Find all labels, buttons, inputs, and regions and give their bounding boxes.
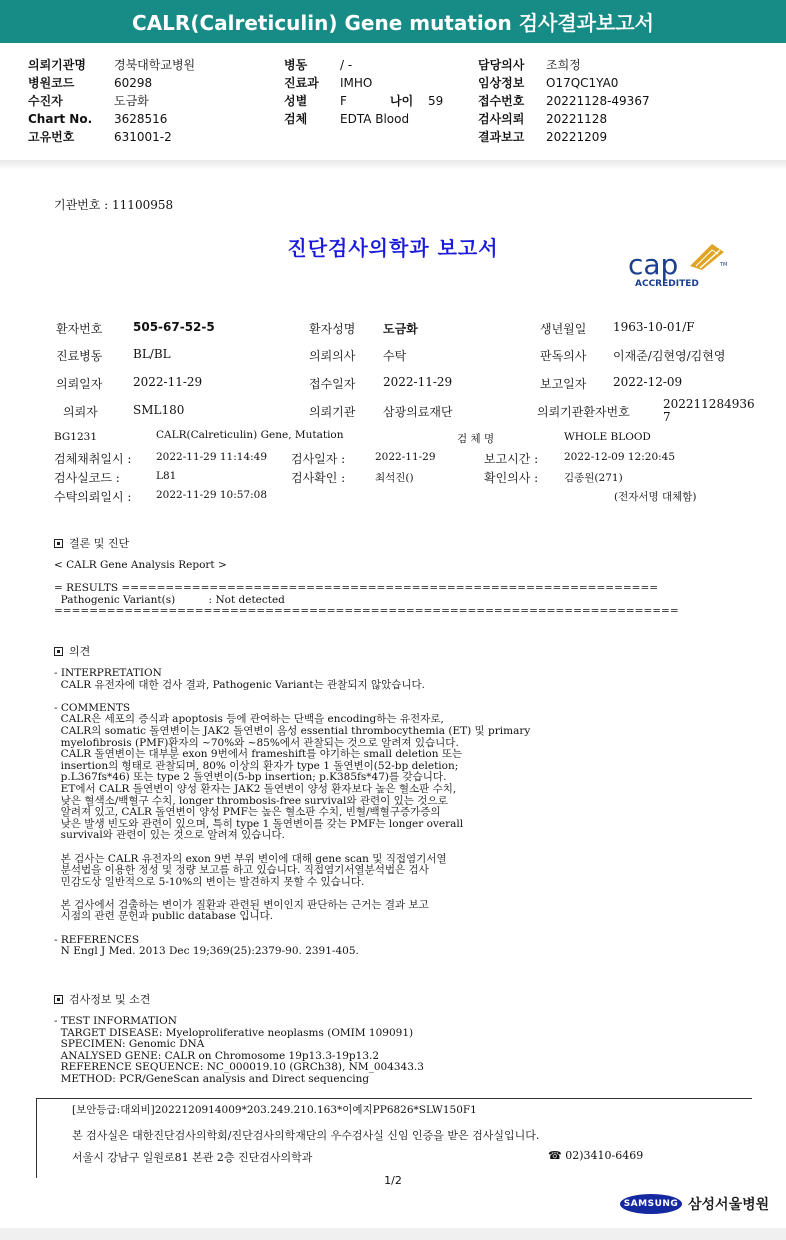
header-field-value: IMHO <box>340 76 373 90</box>
report-time-value: 2022-12-09 12:20:45 <box>564 451 676 463</box>
confirm-label: 검사확인 : <box>291 471 346 485</box>
patient-field-label: 판독의사 <box>540 349 587 363</box>
header-field-label: 결과보고 <box>478 130 525 144</box>
section-heading-opinion <box>54 643 90 659</box>
test-code: BG1231 <box>54 431 98 443</box>
header-field-value: EDTA Blood <box>340 112 410 126</box>
header-field-label: 담당의사 <box>478 58 525 72</box>
header-field-label: 수진자 <box>28 94 63 108</box>
patient-field-label: 환자성명 <box>309 322 356 336</box>
header-age-label: 나이 <box>390 94 414 108</box>
security-line: [보안등급:대외비]2022120914009*203.249.210.163*이예지PP6826*SLW150F1 <box>72 1104 477 1116</box>
patient-field-value: 2022-12-09 <box>613 375 683 389</box>
patient-field-value: 505-67-52-5 <box>133 320 215 334</box>
request-label: 수탁의뢰일시 : <box>54 490 132 504</box>
header-divider <box>0 160 786 170</box>
patient-field-label: 진료병동 <box>56 349 103 363</box>
patient-field-label: 의뢰의사 <box>309 349 356 363</box>
patient-field-value: 202211284936 <box>663 397 755 411</box>
section-heading-text: 의견 <box>69 645 91 658</box>
header-field-value: 도금화 <box>114 94 149 108</box>
section-heading-result <box>54 535 129 551</box>
header-field-label: 검사의뢰 <box>478 112 525 126</box>
header-field-label: 의뢰기관명 <box>28 58 86 72</box>
header-field-label: 진료과 <box>284 76 319 90</box>
patient-field-label: 접수일자 <box>309 377 356 391</box>
patient-field-label: 의뢰기관 <box>309 405 356 419</box>
test-date-value: 2022-11-29 <box>375 451 436 463</box>
patient-field-label: 의뢰기관환자번호 <box>537 405 630 419</box>
doctor-value: 김종원(271) <box>564 472 623 484</box>
patient-field-value: 1963-10-01/F <box>613 320 695 334</box>
header-col3 <box>478 56 650 146</box>
header-field-value: 20221128 <box>546 112 608 126</box>
patient-field-value: 도금화 <box>383 322 418 336</box>
page-bottom-margin <box>0 1228 786 1240</box>
institution-number: 기관번호 : 11100958 <box>54 198 174 212</box>
patient-field-value: 삼광의료재단 <box>383 405 453 419</box>
header-field-label: Chart No. <box>28 112 93 126</box>
header-field-label: 검체 <box>284 112 308 126</box>
cap-logo-subtitle: ACCREDITED <box>635 279 699 289</box>
header-field-value: / - <box>340 58 353 72</box>
report-header-title-text: CALR(Calreticulin) Gene mutation 검사결과보고서 <box>132 11 654 35</box>
phone-number: ☎ 02)3410-6469 <box>548 1149 644 1162</box>
header-field-value: 조희정 <box>546 58 581 72</box>
collect-label: 검체채취일시 : <box>54 452 132 466</box>
patient-field-value: 2022-11-29 <box>383 375 453 389</box>
specimen-value: WHOLE BLOOD <box>564 431 651 443</box>
request-value: 2022-11-29 10:57:08 <box>156 489 268 501</box>
room-label: 검사실코드 : <box>54 471 120 485</box>
patient-field-label: 생년월일 <box>540 322 587 336</box>
cap-logo-text: cap <box>628 248 679 281</box>
patient-field-value: 이재준/김현영/김현영 <box>613 349 726 363</box>
section-heading-text: 검사정보 및 소견 <box>69 993 151 1006</box>
square-bullet-icon <box>54 539 63 548</box>
header-field-label: 병동 <box>284 58 308 72</box>
section-heading-testinfo <box>54 991 150 1007</box>
patient-field-label: 의뢰자 <box>63 405 98 419</box>
report-header-title <box>0 0 786 46</box>
testinfo-text: - TEST INFORMATION TARGET DISEASE: Myeloproliferative neoplasms (OMIM 109091) SPECIMEN: Genomic DNA ANALYSED GENE: CALR on Chromosome 19p13.3-19p13.2 REFERENCE SEQUENCE: NC_000019.10 (GRCh38), NM_004343.3 METHOD: PCR/GeneScan analysis and Direct sequencing <box>54 1015 424 1085</box>
specimen-label: 검 체 명 <box>457 433 495 445</box>
header-field-label: 임상정보 <box>478 76 525 90</box>
doctor-label: 확인의사 : <box>484 471 539 485</box>
square-bullet-icon <box>54 647 63 656</box>
cap-accredited-logo <box>628 240 738 290</box>
page-number: 1/2 <box>384 1174 402 1187</box>
header-field-value: F <box>340 94 347 108</box>
patient-field-label: 보고일자 <box>540 377 587 391</box>
opinion-text: - INTERPRETATION CALR 유전자에 대한 검사 결과, Pathogenic Variant는 관찰되지 않았습니다. - COMMENTS CALR은 세포의 증식과 apoptosis 등에 관여하는 단백을 encoding하는 유전자로, CALR의 somatic 돌연변이는 JAK2 돌연변이 음성 essential thrombocythemia (ET) 및 primary myelofibrosis (PMF)환자의 ~70%와 ~85%에서 관찰되는 것으로 알려져 있습니다. CALR 돌연변이는 대부분 exon 9번에서 frameshift를 야기하는 small deletion 또는 insertion의 형태로 관찰되며, 80% 이상의 환자가 type 1 돌연변이(52-bp deletion; p.L367fs*46) 또는 type 2 돌연변이(5-bp insertion; p.K385fs*47)를 갖습니다. ET에서 CALR 돌연변이 양성 환자는 JAK2 돌연변이 양성 환자보다 높은 혈소판 수치, 낮은 혈색소/백혈구 수치, longer thrombosis-free survival와 관련이 있는 것으로 알려져 있고, CALR 돌연변이 양성 PMF는 높은 혈소판 수치, 빈혈/백혈구증가증의 낮은 발생 빈도와 관련이 있으며, 특히 type 1 돌연변이를 갖는 PMF는 longer overall survival와 관련이 있는 것으로 알려져 있습니다. 본 검사는 CALR 유전자의 exon 9번 부위 변이에 대해 gene scan 및 직접염기서열 분석법을 이용한 정성 및 정량 보고를 하고 있습니다. 직접염기서열분석법은 검사 민감도상 일반적으로 5-10%의 변이는 발견하지 못할 수 있습니다. 본 검사에서 검출하는 변이가 질환과 관련된 변이인지 판단하는 근거는 결과 보고 시점의 관련 문헌과 public database 입니다. - REFERENCES N Engl J Med. 2013 Dec 19;369(25):2379-90. 2391-405. <box>54 667 531 958</box>
header-field-value: O17QC1YA0 <box>546 76 619 90</box>
patient-field-value-cont: 7 <box>663 410 671 424</box>
section-heading-text: 결론 및 진단 <box>69 537 130 550</box>
samsung-hospital-logo <box>620 1194 769 1214</box>
test-date-label: 검사일자 : <box>291 452 346 466</box>
signature-note: (전자서명 대체함) <box>614 491 697 503</box>
patient-field-label: 환자번호 <box>56 322 103 336</box>
header-age-value: 59 <box>428 94 444 108</box>
result-text: < CALR Gene Analysis Report > = RESULTS ============================================================= Pathogenic Variant(s) : Not detected ======================================================================= <box>54 559 679 618</box>
header-field-value: 631001-2 <box>114 130 172 144</box>
header-field-value: 20221209 <box>546 130 608 144</box>
patient-field-value: SML180 <box>133 403 185 417</box>
header-col1 <box>28 56 195 146</box>
patient-field-value: 수탁 <box>383 349 407 363</box>
samsung-oval-logo: SAMSUNG <box>620 1194 682 1214</box>
header-field-label: 병원코드 <box>28 76 75 90</box>
patient-field-value: BL/BL <box>133 347 171 361</box>
header-field-label: 고유번호 <box>28 130 75 144</box>
samsung-hospital-name: 삼성서울병원 <box>688 1197 770 1213</box>
room-value: L81 <box>156 470 177 482</box>
report-time-label: 보고시간 : <box>484 452 539 466</box>
square-bullet-icon <box>54 995 63 1004</box>
header-field-label: 접수번호 <box>478 94 525 108</box>
certification-line: 본 검사실은 대한진단검사의학회/진단검사의학재단의 우수검사실 신임 인증을 받은 검사실입니다. <box>72 1129 540 1142</box>
test-name: CALR(Calreticulin) Gene, Mutation <box>156 429 344 441</box>
patient-field-label: 의뢰일자 <box>56 377 103 391</box>
patient-field-value: 2022-11-29 <box>133 375 203 389</box>
header-field-value: 60298 <box>114 76 153 90</box>
header-field-value: 경북대학교병원 <box>114 58 196 72</box>
header-col2 <box>284 56 443 128</box>
confirm-value: 최석진() <box>375 472 414 484</box>
collect-value: 2022-11-29 11:14:49 <box>156 451 268 463</box>
header-field-label: 성별 <box>284 94 308 108</box>
address-line: 서울시 강남구 일원로81 본관 2층 진단검사의학과 <box>72 1151 313 1164</box>
report-title: 진단검사의학과 보고서 <box>287 236 499 260</box>
header-field-value: 3628516 <box>114 112 168 126</box>
cap-logo-tm: TM <box>720 262 728 268</box>
header-field-value: 20221128-49367 <box>546 94 650 108</box>
